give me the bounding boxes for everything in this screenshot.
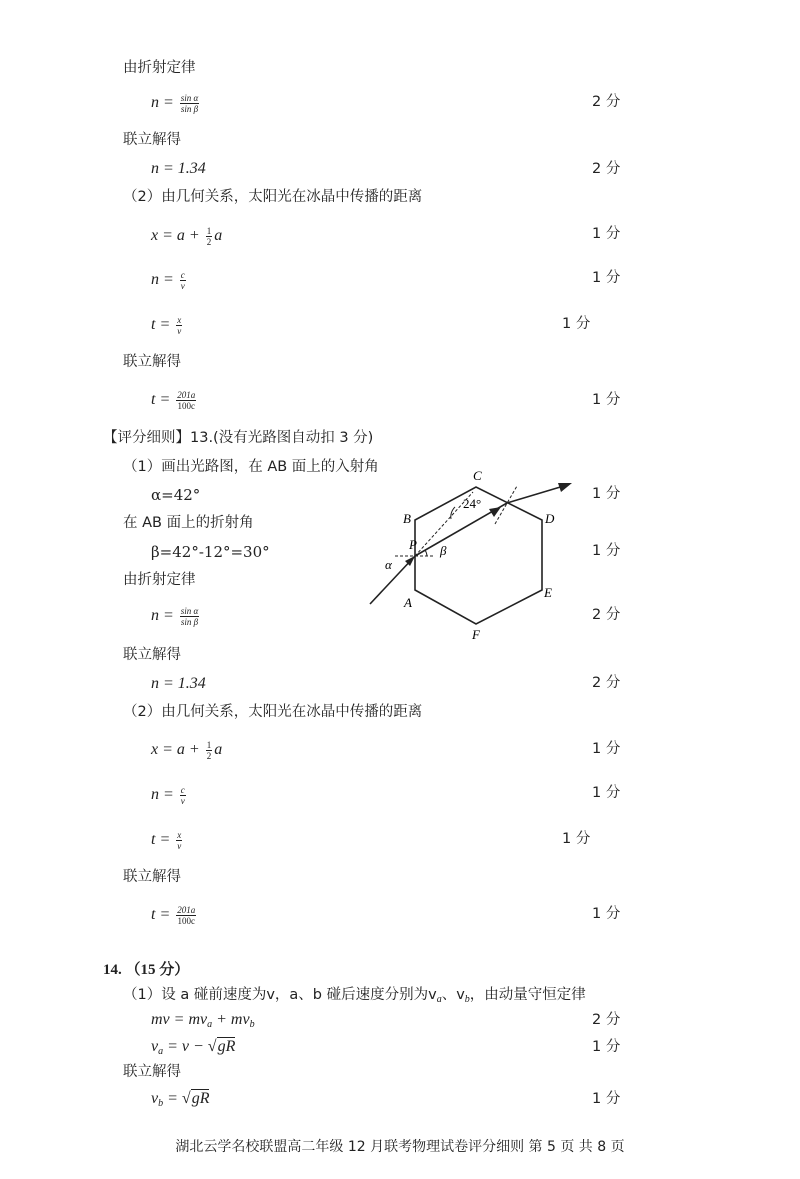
- beta-eq: β=42°-12°=30°: [151, 543, 270, 561]
- score: 1 分: [562, 831, 591, 847]
- label-alpha: α: [385, 557, 392, 572]
- formula-x: x = a + $\frac{1}{2}$ a: [151, 740, 223, 761]
- score: 2 分: [592, 1012, 621, 1028]
- score: 2 分: [592, 94, 621, 110]
- label-b: B: [403, 511, 411, 526]
- score: 1 分: [562, 316, 591, 332]
- part2-intro: （2）由几何关系，太阳光在冰晶中传播的距离: [123, 704, 423, 720]
- label-c: C: [473, 468, 482, 483]
- alpha-eq: α=42°: [151, 486, 201, 504]
- label-24-deg: 24°: [463, 496, 482, 511]
- formula-n-result: n = 1.34: [151, 160, 206, 177]
- label-p: P: [409, 537, 417, 552]
- score: 2 分: [592, 675, 621, 691]
- angle-24-arc: [451, 507, 455, 519]
- formula-t-xv: t = $\frac{x}{v}$: [151, 830, 182, 851]
- refraction-angle-label: 在 AB 面上的折射角: [123, 515, 254, 531]
- solve-label: 联立解得: [123, 869, 181, 885]
- score: 1 分: [592, 906, 621, 922]
- formula-n-result: n = 1.34: [151, 675, 206, 692]
- score: 1 分: [592, 741, 621, 757]
- grading-header: 【评分细则】13.(没有光路图自动扣 3 分): [103, 430, 374, 446]
- formula-t-result: t = $\frac{201a}{100c}$: [151, 905, 196, 926]
- q14-title: 14. （15 分）: [103, 962, 190, 978]
- score: 1 分: [592, 785, 621, 801]
- formula-n-cv: n = $\frac{c}{v}$: [151, 785, 185, 806]
- formula-vb: $v_b = √gR$: [151, 1090, 210, 1109]
- formula-va: $v_a = v - √gR$: [151, 1038, 236, 1057]
- q14-part1-intro: （1）设 a 碰前速度为v，a、b 碰后速度分别为$v_a$、$v_b$，由动量守恒定律: [123, 987, 586, 1005]
- score: 1 分: [592, 392, 621, 408]
- formula-x: x = a + $\frac{1}{2}$ a: [151, 226, 223, 247]
- light-path-diagram: [355, 462, 585, 647]
- label-e: E: [544, 585, 552, 600]
- part2-intro: （2）由几何关系，太阳光在冰晶中传播的距离: [123, 189, 423, 205]
- score: 2 分: [592, 161, 621, 177]
- label-beta: β: [440, 543, 447, 558]
- formula-n-cv: n = $\frac{c}{v}$: [151, 270, 185, 291]
- emergent-arrowhead: [558, 483, 572, 492]
- label-a: A: [404, 595, 412, 610]
- formula-t-result: t = $\frac{201a}{100c}$: [151, 390, 196, 411]
- score: 2 分: [592, 607, 621, 623]
- part1-intro: （1）画出光路图，在 AB 面上的入射角: [123, 459, 379, 475]
- score: 1 分: [592, 1039, 621, 1055]
- label-f: F: [472, 627, 480, 642]
- beta-arc: [425, 550, 427, 556]
- formula-momentum: mv = $mv_a + mv_b$: [151, 1011, 255, 1030]
- solve-label: 联立解得: [123, 132, 181, 148]
- score: 1 分: [592, 270, 621, 286]
- formula-n-sin: n = $\frac{\text{sin α}}{\text{sin β}}$: [151, 93, 199, 114]
- solve-label: 联立解得: [123, 647, 181, 663]
- solve-label: 联立解得: [123, 1064, 181, 1080]
- solve-label: 联立解得: [123, 354, 181, 370]
- formula-t-xv: t = $\frac{x}{v}$: [151, 315, 182, 336]
- label-d: D: [545, 511, 555, 526]
- formula-n-sin: n = $\frac{\text{sin α}}{\text{sin β}}$: [151, 606, 199, 627]
- refraction-law-label: 由折射定律: [123, 572, 196, 588]
- score: 1 分: [592, 226, 621, 242]
- score: 1 分: [592, 486, 621, 502]
- score: 1 分: [592, 1091, 621, 1107]
- score: 1 分: [592, 543, 621, 559]
- refraction-law-label: 由折射定律: [123, 60, 196, 76]
- page-footer: 湖北云学名校联盟高二年级 12 月联考物理试卷评分细则 第 5 页 共 8 页: [175, 1139, 625, 1155]
